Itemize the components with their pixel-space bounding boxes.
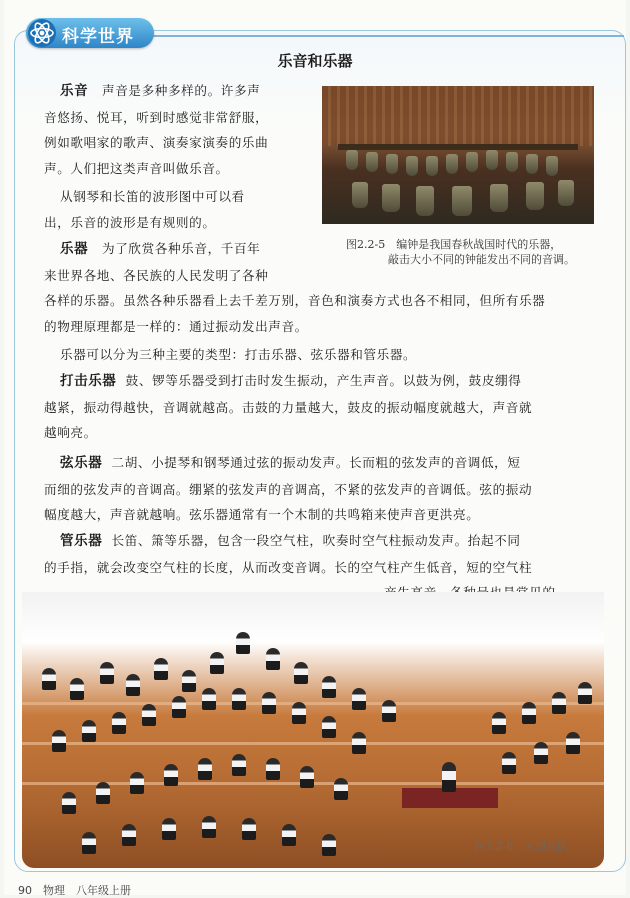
musician [242,818,256,840]
musician [578,682,592,704]
musician [154,658,168,680]
bell [352,182,368,208]
musician [162,818,176,840]
musician [566,732,580,754]
bell [490,184,508,212]
text-line: 越紧，振动得越快，音调就越高。击鼓的力量越大，鼓皮的振动幅度就越大，声音就 [44,399,533,415]
bell [526,182,544,210]
bell [452,186,472,216]
bell [382,184,400,212]
text-line: 鼓、锣等乐器受到打击时发生振动，产生声音。以鼓为例，鼓皮绷得 [125,373,522,388]
page-footer: 90 物理 八年级上册 [18,884,131,897]
text-line: 幅度越大，声音就越响。弦乐器通常有一个木制的共鸣箱来使声音更洪亮。 [44,507,480,522]
text-line: 声音是多种多样的。许多声 [102,83,261,98]
text-line: 而细的弦发声的音调高。绷紧的弦发声的音调高，不紧的弦发声的音调低。弦的振动 [44,481,533,497]
musician [232,688,246,710]
caption-line: 图2.2-5 编钟是我国春秋战国时代的乐器， [346,238,562,251]
bell [406,156,418,176]
paragraph-percussion [44,368,604,446]
musician [82,832,96,854]
text-line: 越响亮。 [44,425,97,440]
paragraph-waveform [44,184,324,235]
bell [426,156,438,176]
musician [294,662,308,684]
musician [42,668,56,690]
bell [416,186,434,216]
text-line: 音悠扬、悦耳，听到时感觉非常舒服， [44,109,269,125]
musician [130,772,144,794]
musician [534,742,548,764]
musician [492,712,506,734]
text-line: 来世界各地、各民族的人民发明了各种 [44,267,269,283]
keyword-percussion: 打击乐器 [60,373,117,389]
musician [352,688,366,710]
musician [210,652,224,674]
musician [82,720,96,742]
musician [322,834,336,856]
caption-line: 敲击大小不同的钟能发出不同的音调。 [388,253,575,266]
musician [182,670,196,692]
bell [558,180,574,206]
musician [202,816,216,838]
musician [352,732,366,754]
bell [466,152,478,172]
bell [446,154,458,174]
musician [96,782,110,804]
musician [70,678,84,700]
photo-backdrop [322,86,594,146]
textbook-page [4,0,626,895]
musician [334,778,348,800]
keyword-music-sound: 乐音 [60,83,89,99]
keyword-winds: 管乐器 [60,533,103,549]
text-line: 长笛、箫等乐器，包含一段空气柱，吹奏时空气柱振动发声。抬起不同 [111,533,521,548]
musician [232,754,246,776]
stage-step [22,702,604,705]
musician [300,766,314,788]
text-line: 的物理原理都是一样的：通过振动发出声音。 [44,318,308,334]
musician [282,824,296,846]
musician [382,700,396,722]
musician [292,702,306,724]
bell [346,150,358,170]
text-line: 出，乐音的波形是有规则的。 [44,214,216,230]
musician [322,716,336,738]
keyword-instruments: 乐器 [60,241,89,257]
musician [198,758,212,780]
musician [172,696,186,718]
section-badge [26,18,154,48]
bell [506,152,518,172]
musician [552,692,566,714]
bianzhong-photo [322,86,594,224]
stage-step [22,742,604,745]
page-title: 乐音和乐器 [277,52,353,70]
text-line: 为了欣赏各种乐音，千百年 [102,241,261,256]
bell [366,152,378,172]
musician [262,692,276,714]
musician [522,702,536,724]
musician [62,792,76,814]
orchestra-photo [22,592,604,868]
paragraph-music-sound [44,78,322,181]
header-rule [144,35,624,37]
musician [164,764,178,786]
atom-icon [28,19,56,47]
bell [486,150,498,170]
bell [386,154,398,174]
text-line: 各样的乐器。虽然各种乐器看上去千差万别，音色和演奏方式也各不相同，但所有乐器 [44,293,546,308]
musician [112,712,126,734]
musician [142,704,156,726]
figure-caption-orchestra: 图2.2-6 大型乐队 [474,840,569,853]
text-line: 例如歌唱家的歌声、演奏家演奏的乐曲 [44,135,269,150]
musician [236,632,250,654]
musician [126,674,140,696]
musician [122,824,136,846]
bell [546,156,558,176]
paragraph-strings [44,450,604,528]
paragraph-types: 乐器可以分为三种主要的类型：打击乐器、弦乐器和管乐器。 [60,347,417,362]
musician [266,758,280,780]
musician [202,688,216,710]
text-line: 二胡、小提琴和钢琴通过弦的振动发声。长而粗的弦发声的音调低，短 [111,455,521,470]
conductor [442,762,456,792]
musician [502,752,516,774]
musician [322,676,336,698]
text-line: 从钢琴和长笛的波形图中可以看 [60,189,245,204]
bell-rack [338,144,578,150]
musician [52,730,66,752]
bell [526,154,538,174]
musician [100,662,114,684]
figure-caption-bianzhong [346,237,606,267]
text-line: 的手指，就会改变空气柱的长度，从而改变音调。长的空气柱产生低音，短的空气柱 [44,559,533,575]
musician [266,648,280,670]
keyword-strings: 弦乐器 [60,455,103,471]
section-badge-label: 科学世界 [62,27,134,47]
text-line: 声。人们把这类声音叫做乐音。 [44,160,229,176]
